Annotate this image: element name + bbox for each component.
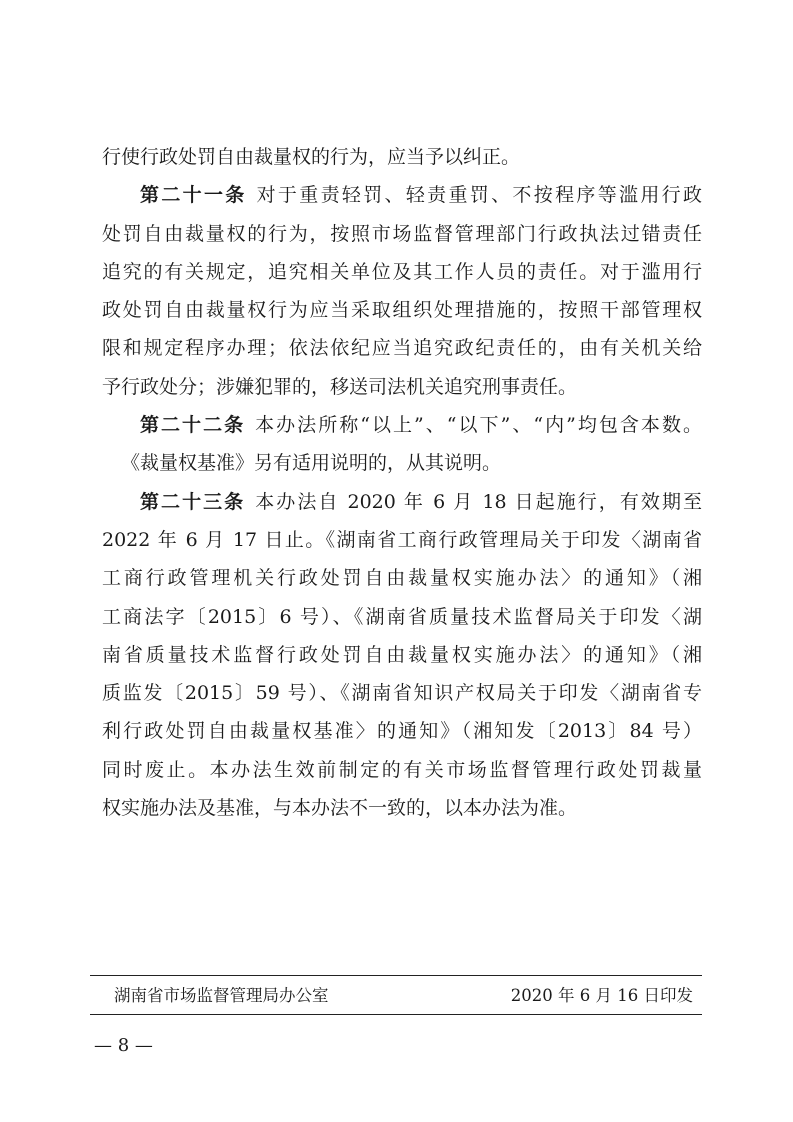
article-23-line: 工商行政管理机关行政处罚自由裁量权实施办法〉的通知》（湘 bbox=[102, 567, 702, 590]
footer-date: 2020 年 6 月 16 日印发 bbox=[510, 986, 693, 1005]
text-line: 行使行政处罚自由裁量权的行为，应当予以纠正。 bbox=[102, 146, 521, 168]
article-21-line: 追究的有关规定，追究相关单位及其工作人员的责任。对于滥用行 bbox=[102, 260, 702, 283]
article-23-title: 第二十三条 bbox=[140, 490, 246, 513]
article-23-line: 2022 年 6 月 17 日止。《湖南省工商行政管理局关于印发〈湖南省 bbox=[102, 528, 702, 551]
article-22-line bbox=[102, 406, 702, 444]
article-23-line: 工商法字〔2015〕6 号）、《湖南省质量技术监督局关于印发〈湖 bbox=[102, 605, 702, 628]
article-21-line: 处罚自由裁量权的行为，按照市场监督管理部门行政执法过错责任 bbox=[102, 222, 702, 245]
paragraph-continuation bbox=[102, 138, 702, 176]
article-21-line: 予行政处分；涉嫌犯罪的，移送司法机关追究刑事责任。 bbox=[102, 375, 578, 398]
article-23-line: 利行政处罚自由裁量权基准〉的通知》（湘知发〔2013〕84 号） bbox=[102, 720, 702, 743]
footer-issuer: 湖南省市场监督管理局办公室 bbox=[114, 986, 329, 1005]
article-22-title: 第二十二条 bbox=[140, 414, 246, 437]
footer-top-rule bbox=[90, 975, 702, 976]
article-21-line bbox=[102, 176, 702, 214]
footer-bottom-rule bbox=[90, 1014, 702, 1015]
text-line: 本办法自 2020 年 6 月 18 日起施行，有效期至 bbox=[255, 490, 702, 513]
article-22-line: 《裁量权基准》另有适用说明的，从其说明。 bbox=[121, 452, 502, 475]
article-21-title: 第二十一条 bbox=[140, 184, 247, 207]
article-23-line: 南省质量技术监督行政处罚自由裁量权实施办法〉的通知》（湘 bbox=[102, 643, 702, 666]
article-23-line: 质监发〔2015〕59 号）、《湖南省知识产权局关于印发〈湖南省专 bbox=[102, 682, 702, 705]
document-body bbox=[102, 138, 702, 827]
article-23-line: 权实施办法及基准，与本办法不一致的，以本办法为准。 bbox=[102, 797, 578, 820]
article-23-line: 同时废止。本办法生效前制定的有关市场监督管理行政处罚裁量 bbox=[102, 758, 702, 781]
article-23-line bbox=[102, 483, 702, 521]
text-line: 对于重责轻罚、轻责重罚、不按程序等滥用行政 bbox=[256, 184, 702, 207]
article-21-line: 限和规定程序办理；依法依纪应当追究政纪责任的，由有关机关给 bbox=[102, 337, 702, 360]
article-21-line: 政处罚自由裁量权行为应当采取组织处理措施的，按照干部管理权 bbox=[102, 299, 702, 322]
page-number: — 8 — bbox=[94, 1035, 153, 1056]
text-line: 本办法所称“以上”、“以下”、“内”均包含本数。 bbox=[255, 414, 702, 437]
